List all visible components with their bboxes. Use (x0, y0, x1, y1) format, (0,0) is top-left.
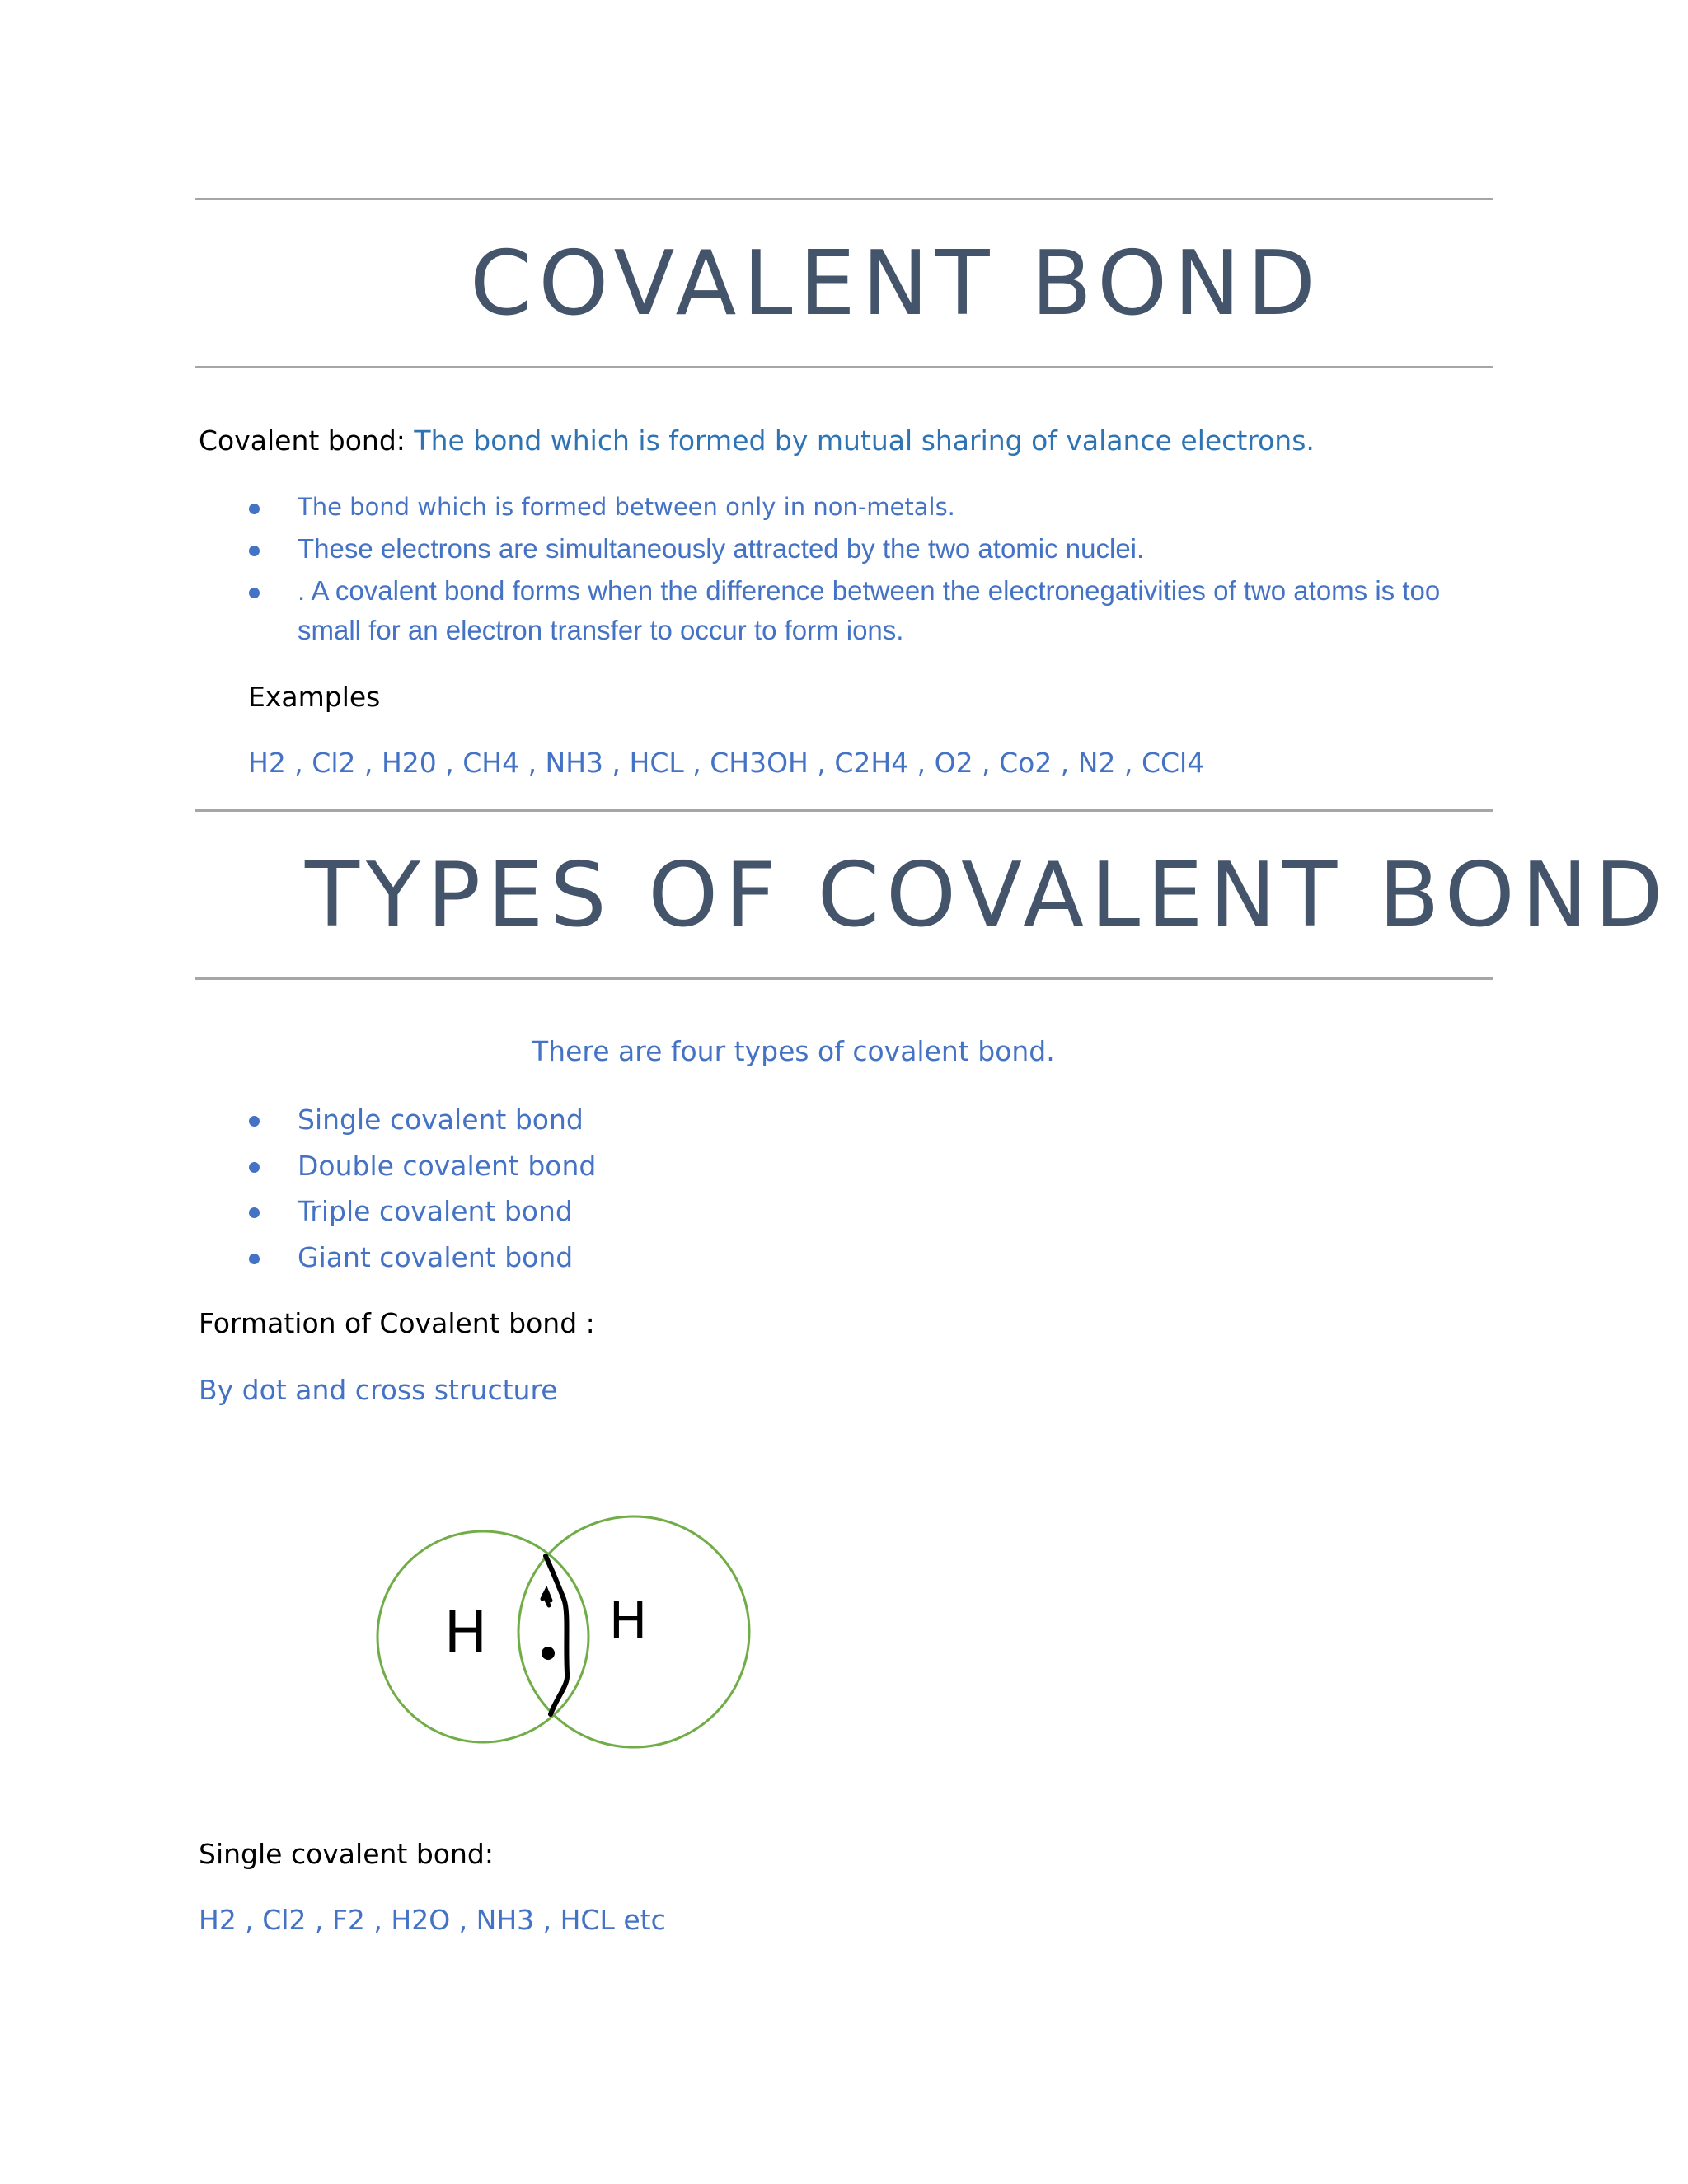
type-single: Single covalent bond (298, 1104, 584, 1136)
bullet-icon (249, 1162, 260, 1173)
bullet-icon (249, 588, 260, 598)
cross-electron-icon (542, 1591, 551, 1605)
shared-pair-divider (546, 1556, 567, 1714)
title-rule-bottom (195, 366, 1493, 368)
definition-line (199, 424, 1315, 457)
section2-rule-top (195, 809, 1493, 812)
examples-label: Examples (248, 681, 381, 713)
page-title: COVALENT BOND (470, 232, 1323, 335)
bullet-icon (249, 1116, 260, 1127)
single-bond-label: Single covalent bond: (199, 1838, 494, 1870)
type-triple: Triple covalent bond (298, 1195, 573, 1227)
bullet-icon (249, 504, 260, 514)
bullet-attraction: These electrons are simultaneously attracted by the two atomic nuclei. (298, 533, 1145, 564)
section2-title: TYPES OF COVALENT BOND (305, 844, 1670, 947)
title-rule-top (195, 198, 1493, 200)
bullet-icon (249, 1207, 260, 1218)
definition-label: Covalent bond: (199, 424, 406, 457)
section2-rule-bottom (195, 977, 1493, 980)
bullet-icon (249, 546, 260, 556)
bullet-electronegativity-cont: small for an electron transfer to occur to form ions. (298, 615, 904, 645)
bullet-icon (249, 1254, 260, 1264)
dot-electron-icon (542, 1647, 555, 1660)
left-atom-label: H (443, 1599, 488, 1666)
bullet-electronegativity: . A covalent bond forms when the difference between the electronegativities of two atoms is too (298, 575, 1441, 606)
types-intro: There are four types of covalent bond. (532, 1035, 1055, 1067)
right-atom-label: H (608, 1591, 648, 1651)
formation-method: By dot and cross structure (199, 1374, 558, 1406)
bullet-nonmetals: The bond which is formed between only in non-metals. (298, 493, 955, 521)
definition-text: The bond which is formed by mutual sharing of valance electrons. (414, 424, 1315, 457)
single-bond-examples: H2 , Cl2 , F2 , H2O , NH3 , HCL etc (199, 1904, 666, 1936)
type-double: Double covalent bond (298, 1150, 597, 1182)
examples-text: H2 , Cl2 , H20 , CH4 , NH3 , HCL , CH3OH , C2H4 , O2 , Co2 , N2 , CCl4 (248, 747, 1205, 779)
formation-label: Formation of Covalent bond : (199, 1307, 595, 1339)
type-giant: Giant covalent bond (298, 1241, 574, 1273)
dot-cross-diagram (363, 1475, 775, 1772)
